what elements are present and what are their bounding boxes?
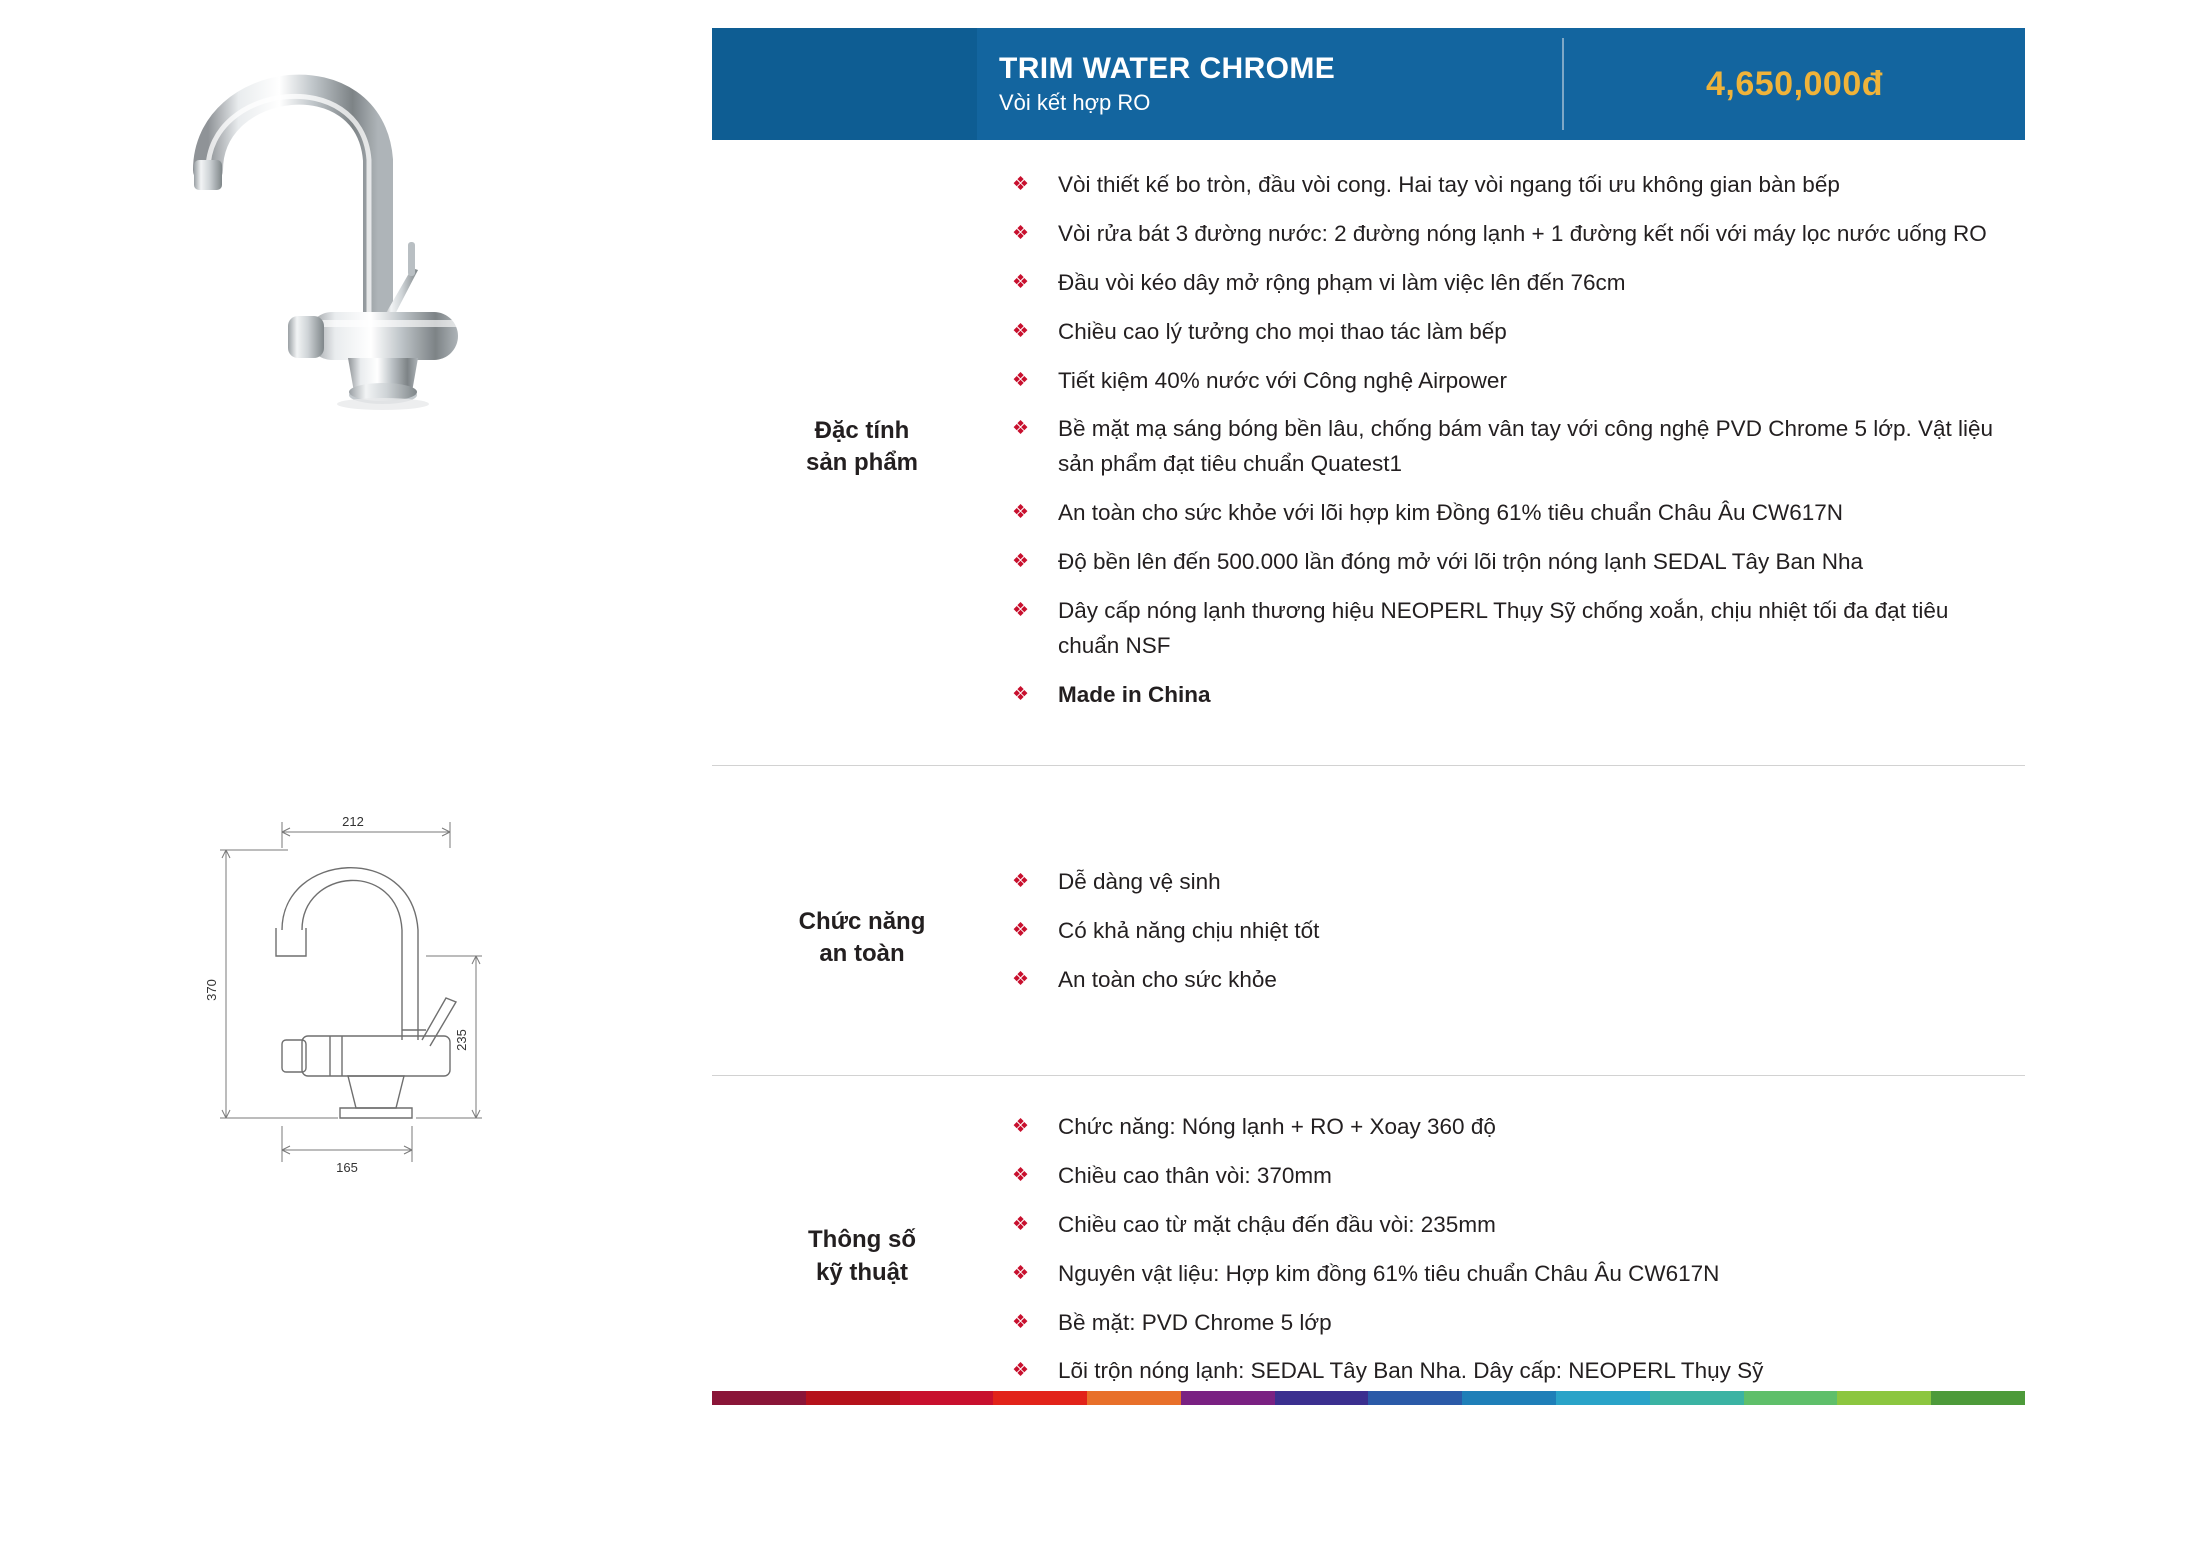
list-item-text: Dây cấp nóng lạnh thương hiệu NEOPERL Thụy Sỹ chống xoắn, chịu nhiệt tối đa đạt tiêu chuẩn NSF — [1058, 597, 1949, 658]
diamond-bullet-icon: ❖ — [1012, 1262, 1030, 1284]
footer-color-bar — [712, 1391, 2025, 1405]
diamond-bullet-icon: ❖ — [1012, 871, 1030, 892]
diamond-bullet-icon: ❖ — [1012, 968, 1030, 990]
list-item-text: Chiều cao thân vòi: 370mm — [1058, 1162, 1332, 1188]
product-price: 4,650,000đ — [1705, 64, 1884, 103]
diamond-bullet-icon: ❖ — [1012, 551, 1030, 572]
price-block — [1564, 28, 2025, 140]
diamond-bullet-icon: ❖ — [1012, 320, 1030, 342]
dim-height-right: 235 — [454, 1029, 469, 1051]
section-label-line1: Chức năng — [798, 907, 926, 935]
list-item — [1012, 168, 2015, 203]
product-header-band — [712, 28, 2025, 140]
section-label-line1: Thông số — [808, 1226, 916, 1254]
color-segment — [1462, 1391, 1556, 1405]
list-item — [1012, 963, 2015, 998]
section-label-line2: an toàn — [819, 940, 905, 968]
color-segment — [1650, 1391, 1744, 1405]
diamond-bullet-icon: ❖ — [1012, 174, 1030, 195]
list-item — [1012, 496, 2015, 531]
color-segment — [1931, 1391, 2025, 1405]
diamond-bullet-icon: ❖ — [1012, 683, 1030, 705]
list-item — [1012, 412, 2015, 482]
diamond-bullet-icon: ❖ — [1012, 919, 1030, 941]
color-segment — [1744, 1391, 1838, 1405]
list-item — [1012, 678, 2015, 713]
header-title-block — [977, 28, 1562, 140]
list-item — [1012, 1354, 2015, 1389]
diamond-bullet-icon: ❖ — [1012, 418, 1030, 440]
diamond-bullet-icon: ❖ — [1012, 1164, 1030, 1186]
diamond-bullet-icon: ❖ — [1012, 1116, 1030, 1137]
list-item — [1012, 1208, 2015, 1243]
safety-list — [1012, 865, 2025, 1012]
section-safety-functions — [712, 865, 2025, 1012]
list-item-text: Dễ dàng vệ sinh — [1058, 869, 1221, 894]
list-item-text: Chiều cao từ mặt chậu đến đầu vòi: 235mm — [1058, 1211, 1496, 1237]
section-label-line2: kỹ thuật — [815, 1258, 908, 1286]
diamond-bullet-icon: ❖ — [1012, 599, 1030, 621]
dim-width-top: 212 — [342, 814, 364, 829]
diamond-bullet-icon: ❖ — [1012, 502, 1030, 524]
color-segment — [1087, 1391, 1181, 1405]
section-product-features — [712, 168, 2025, 727]
color-segment — [900, 1391, 994, 1405]
list-item — [1012, 865, 2015, 900]
list-item-text: Tiết kiệm 40% nước với Công nghệ Airpower — [1058, 367, 1507, 393]
diamond-bullet-icon: ❖ — [1012, 1213, 1030, 1235]
list-item — [1012, 364, 2015, 399]
section-label-line1: Đặc tính — [814, 416, 910, 444]
color-segment — [1368, 1391, 1462, 1405]
section-label-technical-specs — [712, 1110, 1012, 1403]
dim-width-bottom: 165 — [336, 1160, 358, 1175]
diamond-bullet-icon: ❖ — [1012, 369, 1030, 391]
list-item — [1012, 315, 2015, 350]
color-segment — [806, 1391, 900, 1405]
list-item — [1012, 914, 2015, 949]
list-item — [1012, 217, 2015, 252]
section-technical-specs — [712, 1110, 2025, 1403]
list-item-text: Chiều cao lý tưởng cho mọi thao tác làm bếp — [1058, 318, 1507, 344]
diamond-bullet-icon: ❖ — [1012, 1311, 1030, 1333]
list-item-text: Bề mặt: PVD Chrome 5 lớp — [1058, 1309, 1332, 1335]
spec-list — [1012, 1110, 2025, 1403]
list-item-text: Lõi trộn nóng lạnh: SEDAL Tây Ban Nha. Dây cấp: NEOPERL Thụy Sỹ — [1058, 1358, 1764, 1384]
section-divider — [712, 1075, 2025, 1076]
list-item-text: Vòi rửa bát 3 đường nước: 2 đường nóng lạnh + 1 đường kết nối với máy lọc nước uống RO — [1058, 220, 1987, 246]
section-label-line2: sản phẩm — [805, 449, 919, 477]
section-label-product-features — [712, 168, 1012, 727]
product-visuals-column — [0, 0, 712, 1562]
feature-list — [1012, 168, 2025, 727]
color-segment — [1181, 1391, 1275, 1405]
list-item-text: An toàn cho sức khỏe — [1058, 966, 1277, 992]
diamond-bullet-icon: ❖ — [1012, 271, 1030, 293]
list-item — [1012, 266, 2015, 301]
product-subtitle: Vòi kết hợp RO — [999, 90, 1151, 116]
diamond-bullet-icon: ❖ — [1012, 1360, 1030, 1382]
list-item — [1012, 594, 2015, 664]
dim-height-left: 370 — [204, 979, 219, 1001]
product-name: TRIM WATER CHROME — [999, 52, 1336, 86]
list-item-text: Nguyên vật liệu: Hợp kim đồng 61% tiêu chuẩn Châu Âu CW617N — [1058, 1260, 1720, 1286]
spec-content-column — [712, 0, 2209, 1562]
section-divider — [712, 765, 2025, 766]
section-label-safety-functions — [712, 865, 1012, 1012]
list-item-text: Đầu vòi kéo dây mở rộng phạm vi làm việc lên đến 76cm — [1058, 269, 1626, 295]
technical-drawing — [190, 790, 570, 1220]
list-item — [1012, 1159, 2015, 1194]
list-item-text: Bề mặt mạ sáng bóng bền lâu, chống bám vân tay với công nghệ PVD Chrome 5 lớp. Vật liệu sản phẩm đạt tiêu chuẩn Quatest1 — [1058, 416, 1994, 477]
list-item — [1012, 545, 2015, 580]
list-item — [1012, 1306, 2015, 1341]
list-item — [1012, 1110, 2015, 1145]
color-segment — [993, 1391, 1087, 1405]
list-item — [1012, 1257, 2015, 1292]
list-item-text: Độ bền lên đến 500.000 lần đóng mở với lõi trộn nóng lạnh SEDAL Tây Ban Nha — [1058, 549, 1864, 574]
list-item-text: Vòi thiết kế bo tròn, đầu vòi cong. Hai tay vòi ngang tối ưu không gian bàn bếp — [1058, 172, 1840, 197]
color-segment — [1556, 1391, 1650, 1405]
list-item-text: Có khả năng chịu nhiệt tốt — [1058, 917, 1320, 943]
color-segment — [1837, 1391, 1931, 1405]
product-photo — [150, 20, 570, 580]
list-item-text: Made in China — [1058, 681, 1211, 707]
diamond-bullet-icon: ❖ — [1012, 222, 1030, 244]
list-item-text: Chức năng: Nóng lạnh + RO + Xoay 360 độ — [1058, 1114, 1496, 1139]
color-segment — [1275, 1391, 1369, 1405]
header-left-spacer — [712, 28, 977, 140]
list-item-text: An toàn cho sức khỏe với lõi hợp kim Đồng 61% tiêu chuẩn Châu Âu CW617N — [1058, 500, 1843, 526]
color-segment — [712, 1391, 806, 1405]
